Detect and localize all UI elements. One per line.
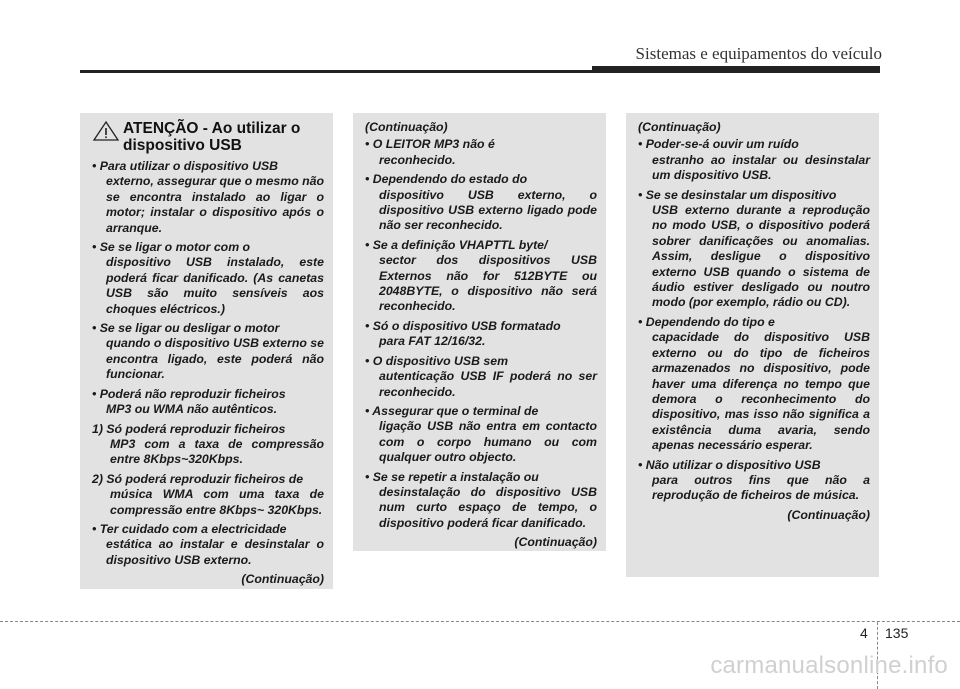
warning-box bbox=[80, 113, 333, 589]
list-item: • Se se repetir a instalação ou desinstalação do dispositivo USB num curto espaço de tempo, o dispositivo poderá ficar danificado. bbox=[365, 469, 597, 530]
warning-title: ATENÇÃO - Ao utilizar o dispositivo USB bbox=[123, 120, 301, 154]
list-item: • Só o dispositivo USB formatado para FAT 12/16/32. bbox=[365, 318, 561, 349]
list-item: 1) Só poderá reproduzir ficheiros MP3 com a taxa de compressão entre 8Kbps~320Kbps. bbox=[92, 421, 324, 467]
chapter-number: 4 bbox=[860, 625, 868, 641]
list-item: • Se se ligar o motor com o dispositivo USB instalado, este poderá ficar danificado. (As canetas USB são muito sensíveis aos choques eléctricos.) bbox=[92, 240, 324, 316]
continued-label: (Continuação) bbox=[787, 507, 870, 522]
list-item: • Não utilizar o dispositivo USB para outros fins que não a reprodução de ficheiros de música. bbox=[638, 457, 870, 503]
list-item: • Ter cuidado com a electricidade estática ao instalar e desinstalar o dispositivo USB externo. bbox=[92, 521, 324, 567]
warning-triangle-icon bbox=[92, 120, 120, 142]
list-item: • Dependendo do tipo e capacidade do dispositivo USB externo ou do tipo de ficheiros armazenados no dispositivo, pode haver uma diferença no tempo que demora o reconhecimento do dispositivo, mas isso não significa a existência duma avaria, sendo apenas necessário esperar. bbox=[638, 314, 870, 453]
continued-heading: (Continuação) bbox=[638, 120, 721, 134]
header-rule-accent bbox=[592, 66, 880, 73]
warning-header bbox=[92, 120, 324, 154]
list-item: • Assegurar que o terminal de ligação USB não entra em contacto com o corpo humano ou com qualquer outro objecto. bbox=[365, 403, 597, 465]
watermark: carmanualsonline.info bbox=[710, 652, 948, 679]
continued-label: (Continuação) bbox=[514, 535, 597, 550]
list-item: • Dependendo do estado do dispositivo USB externo, o dispositivo USB externo ligado pode não ser reconhecido. bbox=[365, 172, 597, 233]
list-item: • O LEITOR MP3 não é reconhecido. bbox=[365, 137, 495, 167]
footer-rule bbox=[0, 621, 960, 622]
list-item: • O dispositivo USB sem autenticação USB IF poderá no ser reconhecido. bbox=[365, 353, 597, 399]
list-item: • Se se ligar ou desligar o motor quando o dispositivo USB externo se encontra ligado, este poderá não funcionar. bbox=[92, 321, 324, 382]
list-item: 2) Só poderá reproduzir ficheiros de música WMA com uma taxa de compressão entre 8Kbps~ 320Kbps. bbox=[92, 471, 324, 517]
page-number: 135 bbox=[885, 625, 909, 641]
list-item: • Poder-se-á ouvir um ruído estranho ao instalar ou desinstalar um dispositivo USB. bbox=[638, 137, 870, 183]
list-item: • Para utilizar o dispositivo USB externo, assegurar que o mesmo não se encontra instalado ao ligar o motor; instalar o dispositivo após o arranque. bbox=[92, 159, 324, 235]
continued-box-2 bbox=[353, 113, 606, 551]
continued-box-3 bbox=[626, 113, 879, 577]
continued-label: (Continuação) bbox=[241, 572, 324, 587]
continued-heading: (Continuação) bbox=[365, 120, 448, 134]
list-item: • Se a definição VHAPTTL byte/ sector dos dispositivos USB Externos não for 512BYTE ou 2048BYTE, o dispositivo não será reconhecido. bbox=[365, 237, 597, 314]
section-title: Sistemas e equipamentos do veículo bbox=[635, 44, 882, 63]
list-item: • Se se desinstalar um dispositivo USB externo durante a reprodução no modo USB, o dispositivo poderá sobrer danificações ou anomalias. Assim, desligue o dispositivo externo USB quando o sistema de áudio estiver desligado ou noutro modo (por exemplo, rádio ou CD). bbox=[638, 187, 870, 310]
list-item: • Poderá não reproduzir ficheiros MP3 ou WMA não autênticos. bbox=[92, 386, 286, 417]
